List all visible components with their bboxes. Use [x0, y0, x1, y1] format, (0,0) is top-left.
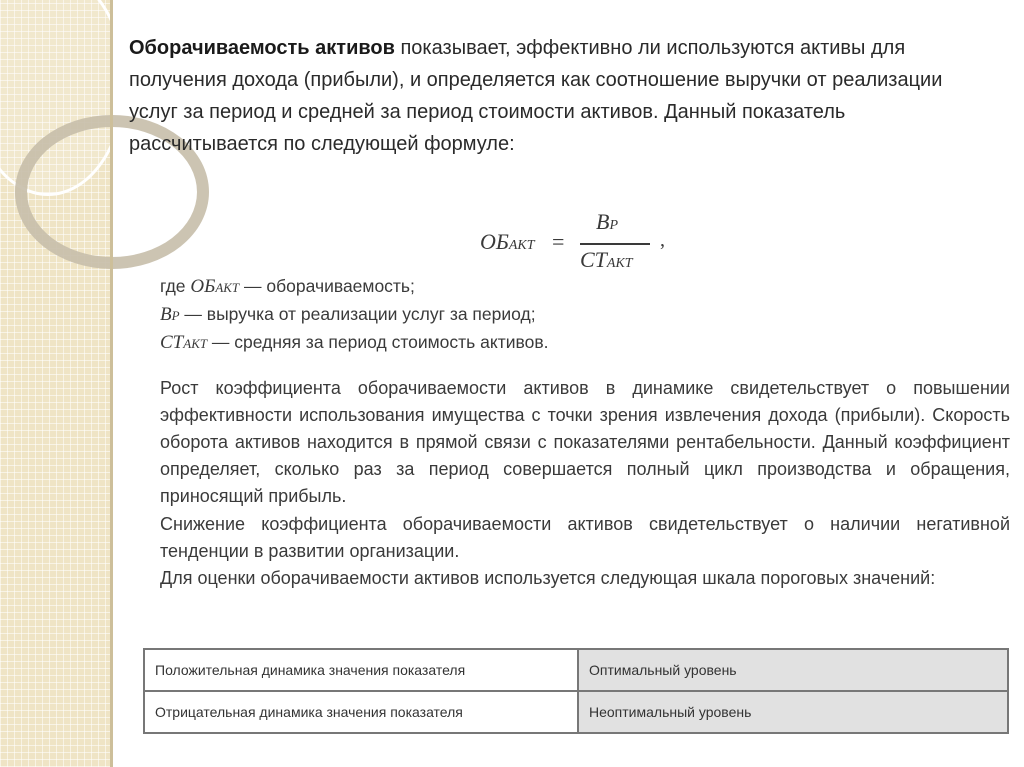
body-paragraph: Рост коэффициента оборачиваемости активов в динамике свидетельствует о повышении эффективности использования имущества с точки зрения извлечения дохода (прибыли). Скорость оборота активов находится в прямой связи с показателями рентабельности. Данный коэффициент определяет, сколько раз за период совершается полный цикл производства и обращения, приносящий прибыль.: [160, 378, 1010, 506]
table-cell: Неоптимальный уровень: [578, 691, 1008, 733]
formula-equals: =: [552, 229, 565, 254]
formula-lhs: ОБАКТ: [480, 229, 535, 254]
table-cell: Отрицательная динамика значения показателя: [144, 691, 578, 733]
definition-line: СТАКТ — средняя за период стоимость активов.: [160, 332, 549, 353]
definitions: [160, 273, 549, 357]
formula-numerator: ВР: [596, 209, 619, 234]
table-row: [144, 649, 1008, 691]
body-paragraph: Снижение коэффициента оборачиваемости активов свидетельствует о наличии негативной тенденции в развитии организации.: [160, 514, 1010, 561]
intro-term: Оборачиваемость активов: [129, 37, 395, 59]
side-divider: [110, 0, 113, 767]
fraction-bar: [580, 243, 650, 245]
intro-paragraph: [129, 32, 989, 160]
formula: [480, 207, 720, 277]
definition-line: ВР — выручка от реализации услуг за период;: [160, 304, 536, 325]
table-row: [144, 691, 1008, 733]
formula-comma: ,: [660, 229, 665, 251]
formula-denominator: СТАКТ: [580, 247, 633, 272]
intro-text: показывает, эффективно ли используются активы для получения дохода (прибыли), и определяется как соотношение выручки от реализации услуг за период и средней за период стоимости активов. Данный показатель рассчитывается по следующей формуле:: [129, 37, 943, 155]
definition-line: где ОБАКТ — оборачиваемость;: [160, 276, 415, 297]
table-cell: Положительная динамика значения показателя: [144, 649, 578, 691]
threshold-table: [143, 648, 1009, 734]
table-cell: Оптимальный уровень: [578, 649, 1008, 691]
body-paragraph: Для оценки оборачиваемости активов используется следующая шкала пороговых значений:: [160, 568, 936, 588]
